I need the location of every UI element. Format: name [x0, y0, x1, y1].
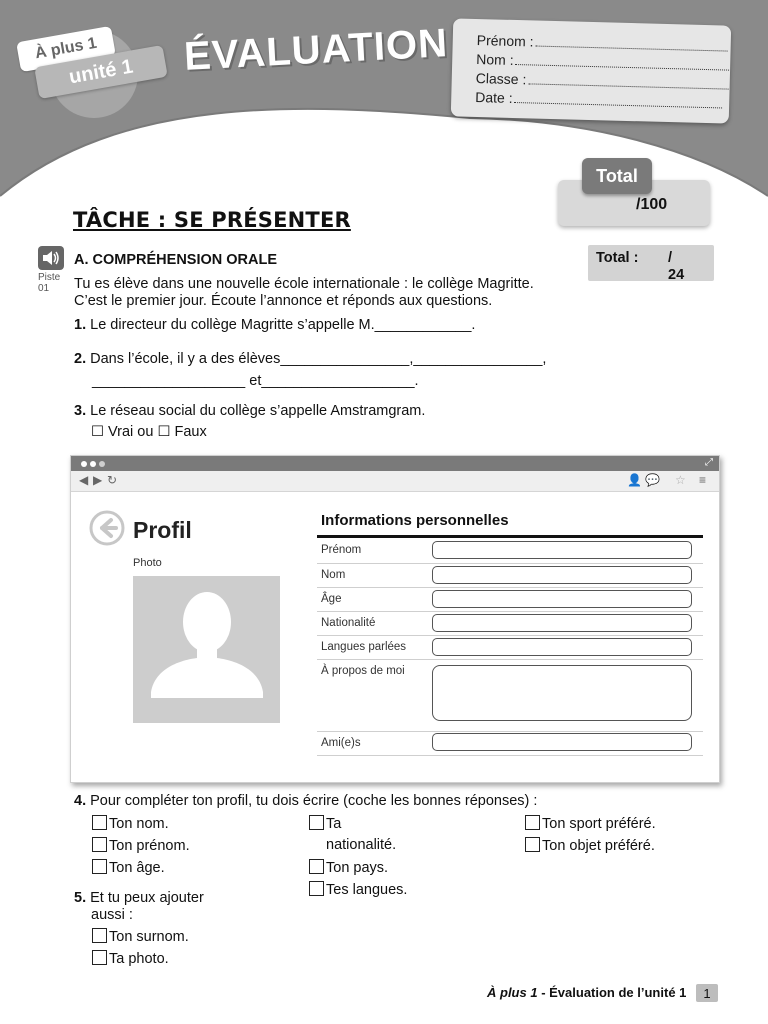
expand-icon[interactable]: ⤢ [705, 457, 713, 468]
question-2 [74, 351, 546, 368]
intro-line-1: Tu es élève dans une nouvelle école internationale : le collège Magritte. [74, 276, 534, 292]
checkbox[interactable] [309, 859, 324, 874]
checkbox-label-continued: nationalité. [326, 837, 397, 853]
question-number: 4. [74, 793, 87, 809]
checkbox-label: Ta photo. [109, 951, 169, 967]
info-label: À propos de moi [321, 665, 405, 677]
footer-book-title: À plus 1 [487, 985, 538, 1000]
info-row-nom [317, 563, 703, 588]
menu-icon[interactable]: ≡ [699, 473, 707, 487]
forward-arrow-icon[interactable]: ▶ [93, 473, 103, 487]
id-field-label: Prénom : [476, 32, 534, 50]
photo-label: Photo [133, 557, 162, 569]
checkbox-option[interactable] [525, 815, 656, 833]
nationalite-field[interactable] [432, 614, 692, 632]
question-2-line-1[interactable]: Dans l’école, il y a des élèves________________,________________, [90, 351, 547, 367]
info-label: Langues parlées [321, 641, 407, 653]
true-false-options[interactable]: ☐ Vrai ou ☐ Faux [91, 424, 207, 440]
checkbox-label: Ton âge. [109, 860, 165, 876]
speaker-icon[interactable] [38, 246, 64, 270]
footer-caption [487, 985, 686, 1000]
piste-number: 01 [38, 283, 50, 294]
total-label: Total [582, 158, 652, 194]
checkbox-label: Ton objet préféré. [542, 838, 655, 854]
reload-icon[interactable]: ↻ [107, 473, 118, 487]
checkbox-label: Ta [326, 816, 342, 832]
question-3 [74, 403, 425, 420]
checkbox-option[interactable] [92, 950, 169, 968]
checkbox[interactable] [92, 837, 107, 852]
info-label: Ami(e)s [321, 737, 361, 749]
back-arrow-icon[interactable]: ◀ [79, 473, 89, 487]
profile-page-title: Profil [133, 517, 192, 543]
info-row-age [317, 587, 703, 612]
student-id-card [451, 18, 731, 123]
langues-field[interactable] [432, 638, 692, 656]
checkbox-label: Tes langues. [326, 882, 408, 898]
a-propos-field[interactable] [432, 665, 692, 721]
question-4-text: Pour compléter ton profil, tu dois écrire (coche les bonnes réponses) : [90, 793, 538, 809]
checkbox[interactable] [525, 837, 540, 852]
id-field-label: Nom : [476, 50, 514, 68]
browser-titlebar [71, 456, 719, 471]
section-a-total-max: 24 [668, 267, 685, 283]
info-row-a-propos [317, 659, 703, 732]
checkbox-label: Ton nom. [109, 816, 169, 832]
audio-track-label [38, 272, 60, 294]
checkbox-label: Ton prénom. [109, 838, 190, 854]
checkbox-label: Ton sport préféré. [542, 816, 656, 832]
checkbox-option[interactable] [92, 837, 190, 855]
checkbox-label: Ton pays. [326, 860, 389, 876]
question-number: 3. [74, 403, 87, 419]
checkbox[interactable] [309, 815, 324, 830]
checkbox-option[interactable] [309, 859, 388, 877]
checkbox[interactable] [92, 815, 107, 830]
info-row-prenom [317, 538, 703, 564]
evaluation-title: ÉVALUATION [183, 21, 450, 79]
prenom-field[interactable] [432, 541, 692, 559]
checkbox-option[interactable] [92, 928, 189, 946]
piste-label: Piste [38, 272, 61, 283]
info-label: Prénom [321, 544, 362, 556]
checkbox-option[interactable] [525, 837, 655, 855]
checkbox-option[interactable] [309, 815, 341, 833]
id-field-label: Classe : [475, 69, 527, 88]
user-icon[interactable]: 👤 [627, 473, 642, 487]
back-circle-icon[interactable] [88, 509, 126, 547]
question-1 [74, 317, 475, 334]
checkbox[interactable] [309, 881, 324, 896]
intro-line-2: C’est le premier jour. Écoute l’annonce et réponds aux questions. [74, 293, 493, 309]
unit-badge: unité 1 [34, 45, 168, 99]
info-label: Nom [321, 569, 346, 581]
question-5-text-line-1: Et tu peux ajouter [90, 890, 204, 906]
task-title: TÂCHE : SE PRÉSENTER [73, 208, 351, 232]
nom-field[interactable] [432, 566, 692, 584]
footer-separator: - [537, 985, 550, 1000]
section-a-total-slash: / [668, 250, 673, 266]
id-field-label: Date : [475, 88, 513, 106]
profile-browser-window [70, 455, 720, 783]
question-number: 1. [74, 317, 87, 333]
info-row-amis [317, 731, 703, 756]
question-4 [74, 793, 537, 810]
id-field-date[interactable] [475, 89, 723, 111]
browser-toolbar [71, 471, 719, 492]
checkbox[interactable] [92, 859, 107, 874]
question-2-line-2[interactable]: ___________________ et___________________. [92, 373, 419, 389]
info-section-title: Informations personnelles [321, 512, 509, 529]
section-a-total-label: Total : [596, 250, 639, 266]
star-icon[interactable]: ☆ [675, 473, 686, 487]
checkbox[interactable] [92, 950, 107, 965]
avatar-silhouette-icon [133, 576, 280, 723]
checkbox-option[interactable] [92, 859, 165, 877]
question-5 [74, 890, 204, 907]
question-5-text-line-2: aussi : [91, 907, 133, 923]
question-number: 2. [74, 351, 87, 367]
info-row-langues [317, 635, 703, 660]
question-3-text: Le réseau social du collège s’appelle Amstramgram. [90, 403, 426, 419]
footer-evaluation-label: Évaluation de l’unité 1 [549, 985, 687, 1000]
checkbox[interactable] [92, 928, 107, 943]
age-field[interactable] [432, 590, 692, 608]
series-badge: À plus 1 [16, 26, 116, 72]
info-row-nationalite [317, 611, 703, 636]
checkbox[interactable] [525, 815, 540, 830]
question-number: 5. [74, 890, 87, 906]
info-label: Âge [321, 593, 342, 605]
chat-icon[interactable]: 💬 [645, 473, 660, 487]
checkbox-label: Ton surnom. [109, 929, 189, 945]
photo-placeholder[interactable] [133, 576, 280, 723]
total-score: /100 [636, 196, 668, 213]
section-a-heading: A. COMPRÉHENSION ORALE [74, 252, 278, 268]
checkbox-option[interactable] [309, 881, 407, 899]
amis-field[interactable] [432, 733, 692, 751]
question-1-text[interactable]: Le directeur du collège Magritte s’appelle M.____________. [90, 317, 476, 333]
checkbox-option[interactable] [92, 815, 169, 833]
section-a-total-value [668, 250, 698, 284]
info-label: Nationalité [321, 617, 376, 629]
page-number: 1 [696, 984, 718, 1002]
